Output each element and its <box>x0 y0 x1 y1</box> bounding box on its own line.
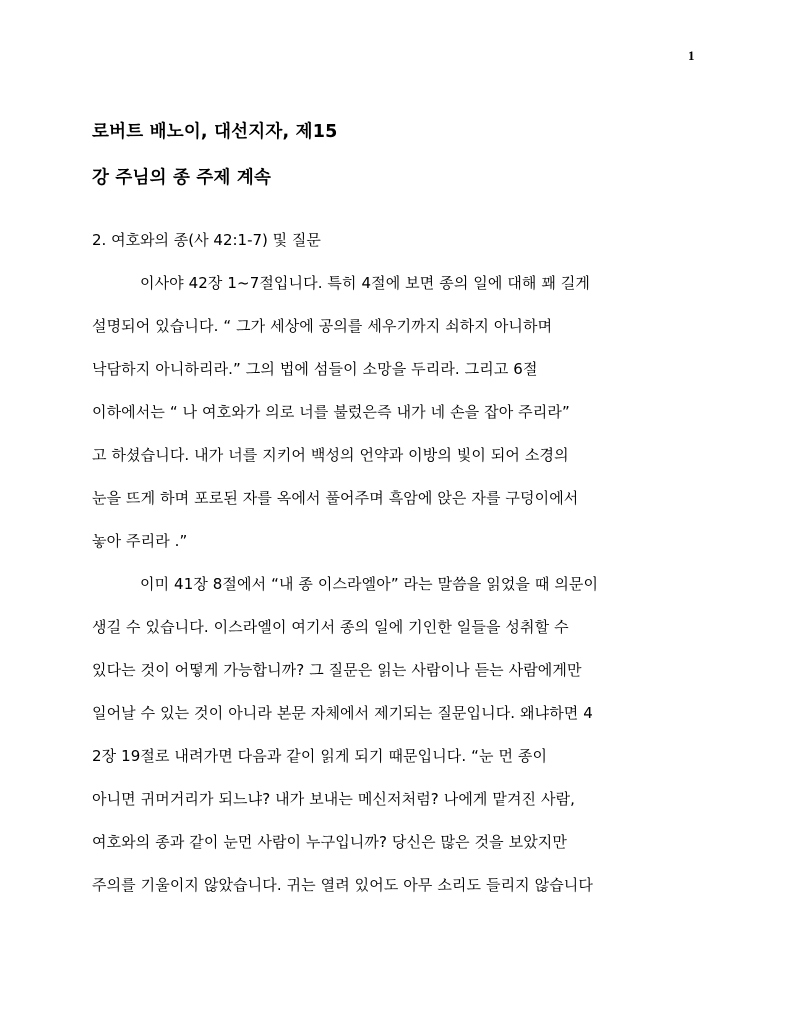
paragraph-line: 낙담하지 아니하리라.” 그의 법에 섬들이 소망을 두리라. 그리고 6절 <box>92 360 538 378</box>
paragraph-line: 주의를 기울이지 않았습니다. 귀는 열려 있어도 아무 소리도 들리지 않습니다 <box>92 876 593 894</box>
section-heading: 2. 여호와의 종(사 42:1-7) 및 질문 <box>92 231 321 249</box>
paragraph-line: 여호와의 종과 같이 눈먼 사람이 누구입니까? 당신은 많은 것을 보았지만 <box>92 833 567 851</box>
paragraph-line: 놓아 주리라 .” <box>92 532 188 550</box>
document-title-line-2: 강 주님의 종 주제 계속 <box>92 168 272 188</box>
paragraph-line: 아니면 귀머거리가 되느냐? 내가 보내는 메신저처럼? 나에게 맡겨진 사람, <box>92 790 576 808</box>
page-number: 1 <box>688 48 695 63</box>
paragraph-line: 눈을 뜨게 하며 포로된 자를 옥에서 풀어주며 흑암에 앉은 자를 구덩이에서 <box>92 489 579 507</box>
paragraph-line: 2장 19절로 내려가면 다음과 같이 읽게 되기 때문입니다. “눈 먼 종이 <box>92 747 548 765</box>
document-title-line-1: 로버트 배노이, 대선지자, 제15 <box>92 122 338 142</box>
paragraph-line: 있다는 것이 어떻게 가능합니까? 그 질문은 읽는 사람이나 듣는 사람에게만 <box>92 661 582 679</box>
paragraph-line: 이사야 42장 1~7절입니다. 특히 4절에 보면 종의 일에 대해 꽤 길게 <box>140 274 591 292</box>
paragraph-line: 고 하셨습니다. 내가 너를 지키어 백성의 언약과 이방의 빛이 되어 소경의 <box>92 446 569 464</box>
paragraph-line: 이하에서는 “ 나 여호와가 의로 너를 불렀은즉 내가 네 손을 잡아 주리라” <box>92 403 570 421</box>
paragraph-line: 이미 41장 8절에서 “내 종 이스라엘아” 라는 말씀을 읽었을 때 의문이 <box>140 575 599 593</box>
paragraph-line: 설명되어 있습니다. “ 그가 세상에 공의를 세우기까지 쇠하지 아니하며 <box>92 317 553 335</box>
paragraph-line: 생길 수 있습니다. 이스라엘이 여기서 종의 일에 기인한 일들을 성취할 수 <box>92 618 569 636</box>
paragraph-line: 일어날 수 있는 것이 아니라 본문 자체에서 제기되는 질문입니다. 왜냐하면 4 <box>92 704 593 722</box>
